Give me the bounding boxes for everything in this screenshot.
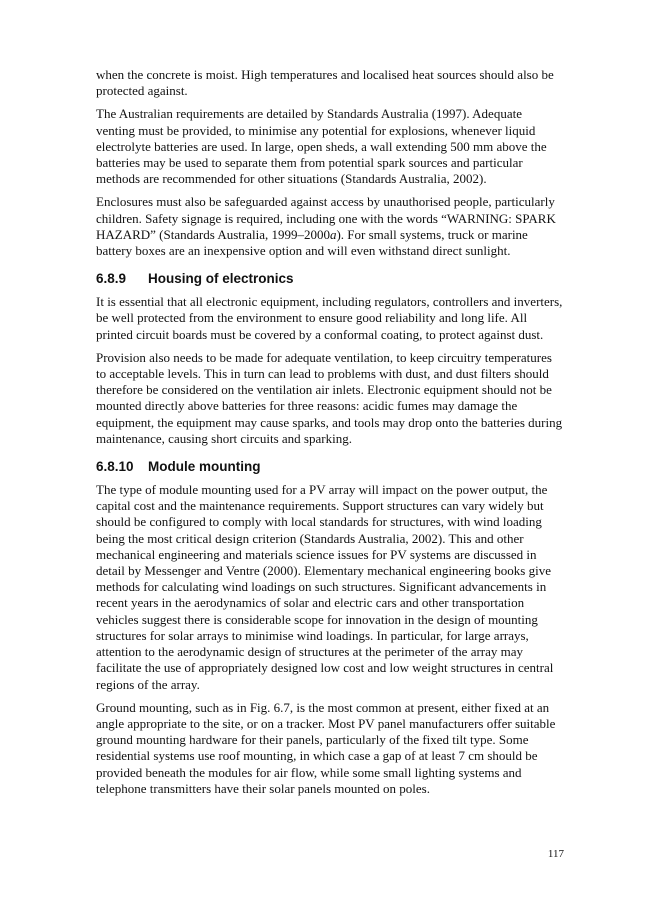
enclosures-text-end: ). For small systems, truck or marine battery boxes are an inexpensive option and will even withstand direct sunlight.	[96, 226, 528, 259]
heading-module-mounting	[96, 458, 564, 475]
paragraph-module-mounting-types: The type of module mounting used for a PV array will impact on the power output, the capital cost and the maintenance requirements. Support structures can vary widely but should be configured to comply with local standards for structures, with wind loading being the most critical design criterion (Standards Australia, 2002). This and other mechanical engineering and materials science issues for PV systems are discussed in detail by Messenger and Ventre (2000). Elementary mechanical engineering books give methods for calculating wind loadings on such structures. Significant advancements in recent years in the aerodynamics of solar and electric cars and other transportation vehicles suggest there is considerable scope for innovation in the design of mounting structures for solar arrays to minimise wind loadings. In particular, for large arrays, attention to the aerodynamic design of structures at the perimeter of the array may facilitate the use of appropriately designed low cost and low weight structures in central regions of the array.	[96, 482, 554, 692]
paragraph-ventilation: Provision also needs to be made for adequate ventilation, to keep circuitry temperatures to acceptable levels. This in turn can lead to problems with dust, and dust filters should therefore be considered on the ventilation air inlets. Electronic equipment should not be mounted directly above batteries for three reasons: acidic fumes may damage the equipment, the equipment may cause sparks, and tools may drop onto the batteries during maintenance, causing short circuits and sparking.	[96, 349, 563, 446]
section-title: Housing of electronics	[148, 271, 294, 287]
paragraph-electronics-protection: It is essential that all electronic equipment, including regulators, controllers and inverters, be well protected from the environment to ensure good reliability and long life. All printed circuit boards must be covered by a conformal coating, to protect against dust.	[96, 294, 563, 342]
paragraph-australian-requirements: The Australian requirements are detailed by Standards Australia (1997). Adequate venting must be provided, to minimise any potential for explosions, whenever liquid electrolyte batteries are used. In large, open sheds, a wall extending 500 mm above the batteries may be used to separate them from potential spark sources and particular methods are recommended for other situations (Standards Australia, 2002).	[96, 106, 547, 187]
page-body	[96, 67, 564, 804]
section-title: Module mounting	[148, 459, 261, 475]
heading-housing-of-electronics	[96, 270, 564, 287]
section-number: 6.8.10	[96, 459, 134, 475]
paragraph-ground-mounting: Ground mounting, such as in Fig. 6.7, is the most common at present, either fixed at an angle appropriate to the site, or on a tracker. Most PV panel manufacturers offer suitable ground mounting hardware for their panels, particularly of the fixed tilt type. Some residential systems use roof mounting, in which case a gap of at least 7 cm should be provided beneath the modules for air flow, while some small lighting systems and telephone transmitters have their solar panels mounted on poles.	[96, 699, 556, 796]
page-number: 117	[547, 848, 564, 860]
enclosures-citation-suffix: a	[329, 226, 337, 242]
enclosures-text-start: Enclosures must also be safeguarded against access by unauthorised people, particularly children. Safety signage is required, including one with the words “WARNING: SPARK HAZARD” (Standards Australia, 1999–2000	[96, 194, 556, 242]
section-number: 6.8.9	[96, 271, 127, 287]
paragraph-enclosures	[96, 194, 564, 259]
paragraph-concrete: when the concrete is moist. High temperatures and localised heat sources should also be protected against.	[96, 67, 554, 99]
